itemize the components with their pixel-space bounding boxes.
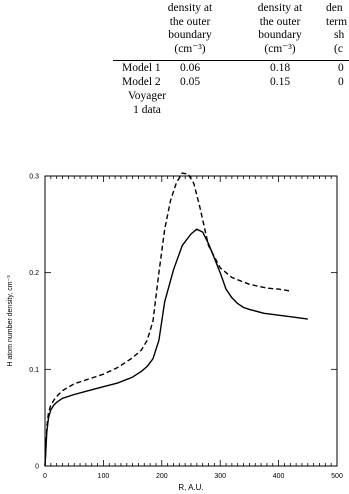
table-cell: 0 — [338, 76, 344, 88]
table-header-line: density at — [257, 2, 303, 14]
y-axis-label: H atom number density, cm⁻³ — [7, 275, 14, 367]
x-tick-label: 400 — [272, 473, 285, 480]
y-tick-label: 0.1 — [29, 366, 39, 374]
y-tick-label: 0 — [35, 463, 39, 471]
x-tick-label: 500 — [331, 473, 343, 480]
table-header-col2 — [250, 2, 310, 56]
table-header-line: (cm⁻³) — [264, 42, 296, 55]
table-header-line: den — [326, 2, 343, 14]
x-tick-label: 0 — [43, 473, 47, 480]
table-row-label: Model 2 — [122, 76, 161, 88]
series-line-solid — [45, 229, 308, 466]
table-fragment — [0, 0, 349, 125]
table-header-col1 — [160, 2, 220, 56]
plot-frame — [45, 176, 337, 466]
table-header-line: boundary — [258, 29, 302, 41]
table-cell: 0.06 — [179, 62, 201, 74]
table-row-label: Model 1 — [122, 62, 161, 74]
table-cell: 0.15 — [269, 76, 291, 88]
table-header-col3 — [326, 2, 349, 56]
y-tick-label: 0.2 — [29, 270, 39, 278]
x-tick-label: 300 — [214, 473, 227, 480]
series-line-dashed — [45, 173, 290, 466]
table-cell: 0.05 — [179, 76, 201, 88]
table-header-line: (cm⁻³) — [174, 42, 206, 55]
table-row-label: Voyager 1 data — [127, 90, 167, 116]
table-header-line: term — [326, 15, 348, 28]
table-header-line: boundary — [168, 29, 212, 41]
table-cell: 0.18 — [269, 62, 291, 74]
table-header-line: the outer — [169, 15, 211, 28]
x-tick-label: 100 — [97, 473, 110, 480]
x-axis-label: R, A.U. — [178, 483, 204, 492]
table-header-line: sh — [334, 29, 345, 41]
density-chart — [0, 160, 349, 494]
table-cell: 0 — [338, 62, 344, 74]
table-header-line: the outer — [259, 15, 301, 28]
table-rule — [113, 60, 349, 61]
y-tick-label: 0.3 — [29, 173, 39, 181]
table-header-line: (c — [334, 42, 343, 55]
table-header-line: density at — [167, 2, 213, 14]
x-tick-label: 200 — [155, 473, 168, 480]
